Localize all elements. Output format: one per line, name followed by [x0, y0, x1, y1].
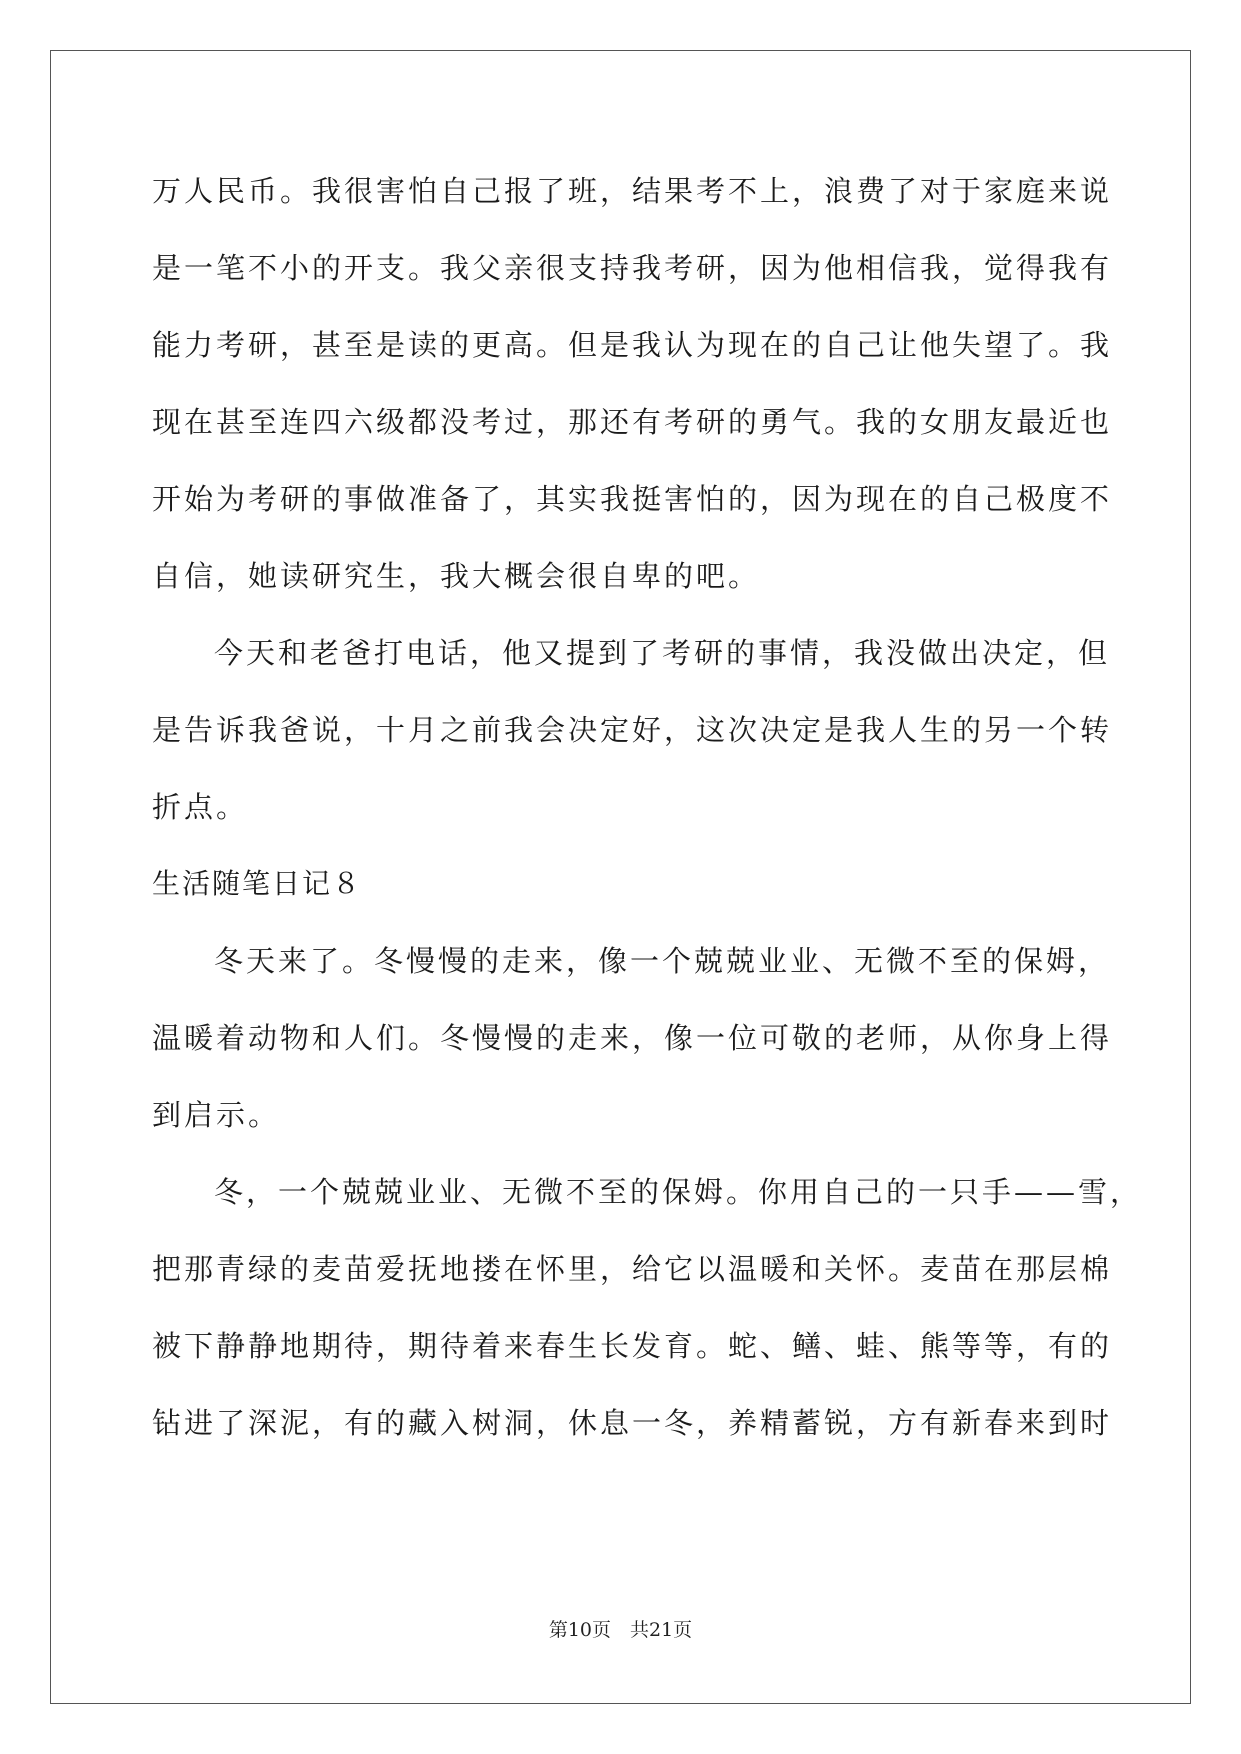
- page-footer: 第10页 共21页: [548, 1619, 693, 1641]
- text-line: 折点。: [152, 790, 249, 824]
- text-line: 被下静静地期待，期待着来春生长发育。蛇、鳝、蛙、熊等等，有的: [152, 1329, 1113, 1363]
- text-line: 能力考研，甚至是读的更高。但是我认为现在的自己让他失望了。我: [152, 328, 1113, 362]
- text-line: 到启示。: [152, 1098, 281, 1132]
- text-line: 把那青绿的麦苗爱抚地搂在怀里，给它以温暖和关怀。麦苗在那层棉: [152, 1252, 1113, 1286]
- text-line: 现在甚至连四六级都没考过，那还有考研的勇气。我的女朋友最近也: [152, 405, 1113, 439]
- document-body: [152, 165, 1143, 1474]
- text-line: 冬，一个兢兢业业、无微不至的保姆。你用自己的一只手——雪，: [214, 1175, 1143, 1209]
- text-line: 是告诉我爸说，十月之前我会决定好，这次决定是我人生的另一个转: [152, 713, 1113, 747]
- section-heading: 生活随笔日记８: [152, 867, 363, 900]
- text-line: 钻进了深泥，有的藏入树洞，休息一冬，养精蓄锐，方有新春来到时: [152, 1406, 1113, 1440]
- text-line: 自信，她读研究生，我大概会很自卑的吧。: [152, 559, 761, 593]
- text-line: 是一笔不小的开支。我父亲很支持我考研，因为他相信我，觉得我有: [152, 251, 1113, 285]
- text-line: 温暖着动物和人们。冬慢慢的走来，像一位可敬的老师，从你身上得: [152, 1021, 1113, 1055]
- text-line: 冬天来了。冬慢慢的走来，像一个兢兢业业、无微不至的保姆，: [214, 944, 1111, 978]
- text-line: 万人民币。我很害怕自己报了班，结果考不上，浪费了对于家庭来说: [152, 174, 1113, 208]
- text-line: 今天和老爸打电话，他又提到了考研的事情，我没做出决定，但: [214, 636, 1111, 670]
- text-line: 开始为考研的事做准备了，其实我挺害怕的，因为现在的自己极度不: [152, 482, 1113, 516]
